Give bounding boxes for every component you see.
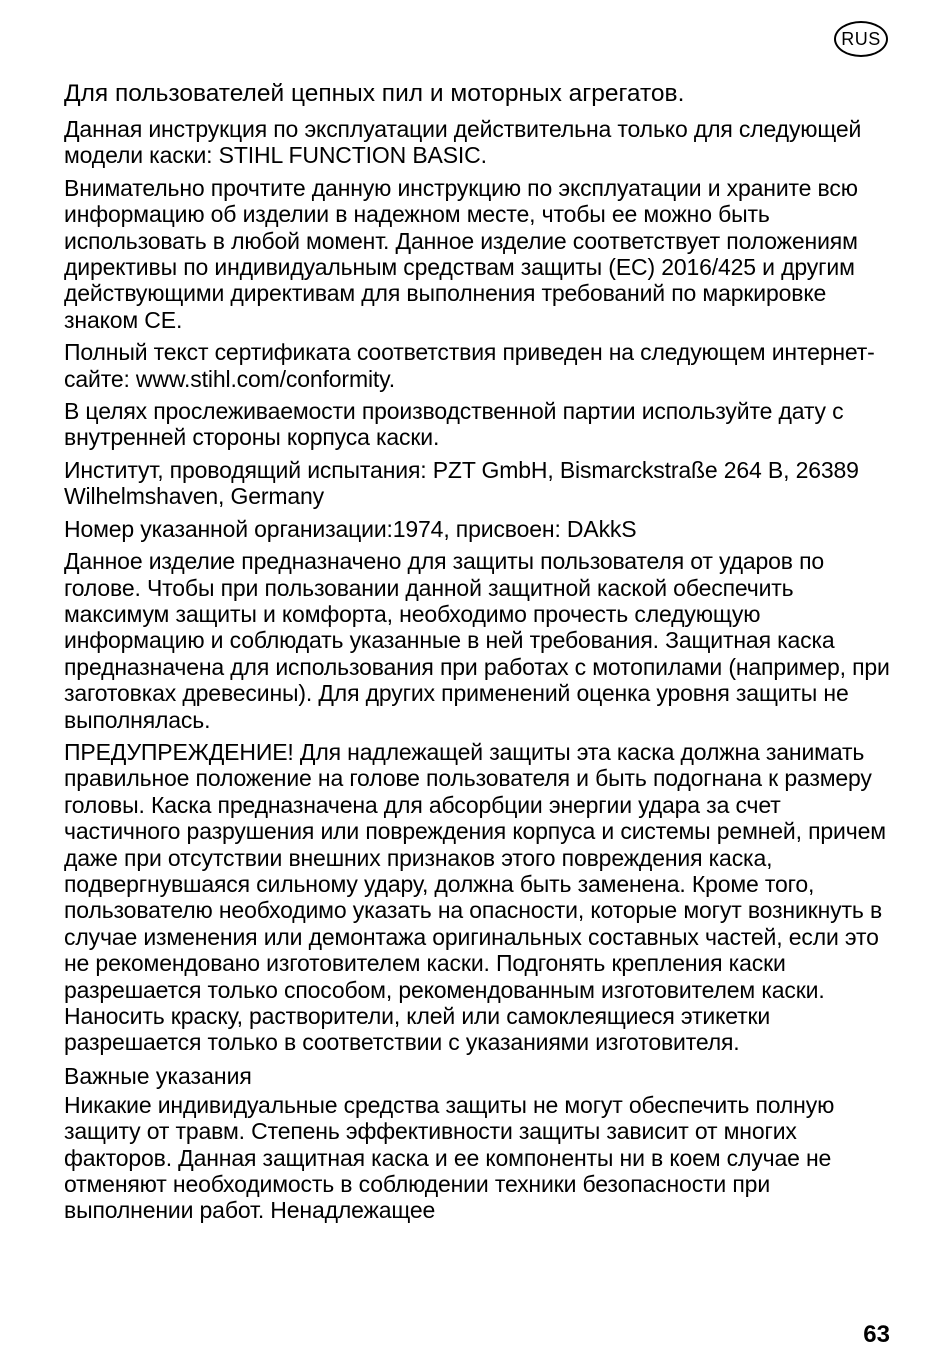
warning-label: ПРЕДУПРЕЖДЕНИЕ! <box>64 738 294 765</box>
paragraph-read-instructions: Внимательно прочтите данную инструкцию по эксплуатации и храните всю информацию об изделии в надежном месте, чтобы ее можно быть использовать в любой момент. Данное изделие соответствует положениям директивы по индивидуальным средствам защиты (EC) 2016/425 и другим действующими директивам для выполнения требований по маркировке знаком CE. <box>64 174 858 333</box>
paragraph-model-validity: Данная инструкция по эксплуатации действительна только для следующей модели каски: STIHL FUNCTION BASIC. <box>64 116 862 169</box>
paragraph-intended-use: Данное изделие предназначено для защиты пользователя от ударов по голове. Чтобы при пользовании данной защитной каской обеспечить максимум защиты и комфорта, необходимо прочесть следующую информацию и соблюдать указанные в ней требования. Защитная каска предназначена для использования при работах с мотопилами (например, при заготовках древесины). Для других применений оценка уровня защиты не выполнялась. <box>64 548 890 733</box>
warning-paragraph <box>64 739 892 1056</box>
paragraph-conformity-url: Полный текст сертификата соответствия приведен на следующем интернет-сайте: www.stihl.com/conformity. <box>64 339 875 392</box>
page-title: Для пользователей цепных пил и моторных агрегатов. <box>64 80 685 107</box>
page-number: 63 <box>863 1321 890 1348</box>
document-body <box>64 78 892 1230</box>
language-badge: RUS <box>834 21 888 57</box>
paragraph-traceability: В целях прослеживаемости производственной партии используйте дату с внутренней стороны корпуса каски. <box>64 398 844 451</box>
important-notes-text: Никакие индивидуальные средства защиты не могут обеспечить полную защиту от травм. Степень эффективности защиты зависит от многих факторов. Данная защитная каска и ее компоненты ни в коем случае не отменяют необходимость в соблюдении техники безопасности при выполнении работ. Ненадлежащее <box>64 1091 835 1224</box>
important-notes-heading: Важные указания <box>64 1062 252 1089</box>
warning-text: Для надлежащей защиты эта каска должна занимать правильное положение на голове пользователя и быть подогнана к размеру головы. Каска предназначена для абсорбции энергии удара за счет частичного разрушения или повреждения корпуса и системы ремней, причем даже при отсутствии внешних признаков этого повреждения каска, подвергнувшаяся сильному удару, должна быть заменена. Кроме того, пользователю необходимо указать на опасности, которые могут возникнуть в случае изменения или демонтажа оригинальных составных частей, если это не рекомендовано изготовителем каски. Подгонять крепления каски разрешается только способом, рекомендованным изготовителем каски. Наносить краску, растворители, клей или самоклеящиеся этикетки разрешается только в соответствии с указаниями изготовителя. <box>64 738 886 1056</box>
paragraph-notified-body: Номер указанной организации:1974, присвоен: DAkkS <box>64 515 637 542</box>
paragraph-test-institute: Институт, проводящий испытания: PZT GmbH, Bismarckstraße 264 B, 26389 Wilhelmshaven, Germany <box>64 456 859 510</box>
